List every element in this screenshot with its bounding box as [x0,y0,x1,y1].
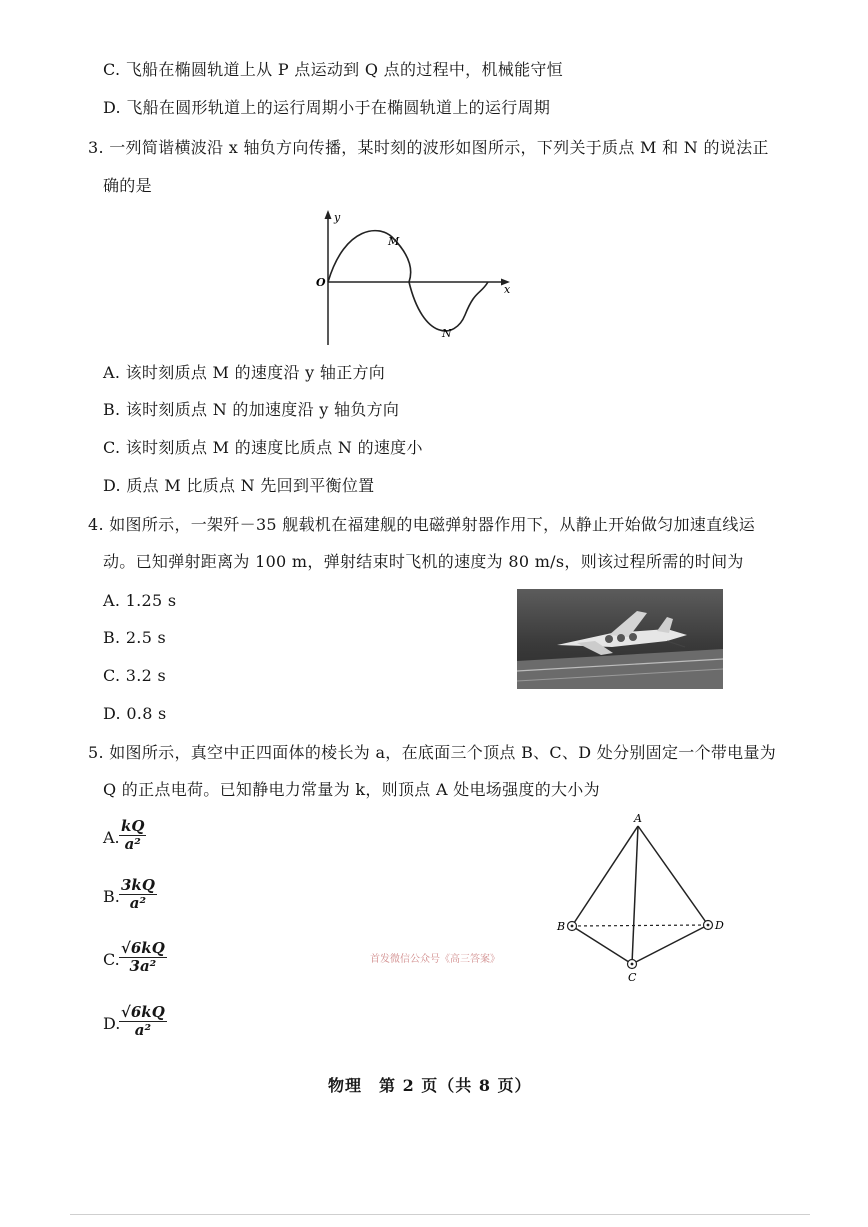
edge-ad [638,826,708,925]
q3-option-a: A. 该时刻质点 M 的速度沿 y 轴正方向 [103,363,386,382]
q5-option-d-numerator: √6kQ [121,1003,165,1021]
page-footer: 物理 第 2 页（共 8 页） [328,1076,532,1095]
wave-curve [328,231,488,331]
tetrahedron-diagram [555,812,730,987]
q4-option-a: A. 1.25 s [103,591,177,610]
q5-option-a-numerator: kQ [121,817,145,835]
vertex-d-label: D [715,919,724,932]
vertex-a-label: A [634,812,642,825]
q3-option-b: B. 该时刻质点 N 的加速度沿 y 轴负方向 [103,400,400,419]
edge-ab [572,826,638,926]
origin-label: O [316,276,326,289]
q5-option-d-denominator: a² [134,1021,152,1039]
q5-option-a-fraction [119,818,146,853]
vertex-c-label: C [628,971,637,984]
q4-option-d: D. 0.8 s [103,704,167,723]
q3-option-c: C. 该时刻质点 M 的速度比质点 N 的速度小 [103,438,423,457]
q3-stem-line1: 3. 一列简谐横波沿 x 轴负方向传播，某时刻的波形如图所示，下列关于质点 M 和 N 的说法正 [88,138,769,157]
q5-option-b-label: B. [103,887,120,906]
q3-option-d: D. 质点 M 比质点 N 先回到平衡位置 [103,476,375,495]
q5-option-a-label: A. [103,828,120,847]
charge-b [568,922,577,931]
charge-d [704,921,713,930]
q4-stem-line2: 动。已知弹射距离为 100 m，弹射结束时飞机的速度为 80 m/s，则该过程所需的时间为 [103,552,744,571]
q4-stem-line1: 4. 如图所示，一架歼－35 舰载机在福建舰的电磁弹射器作用下，从静止开始做匀加速直线运 [88,515,755,534]
edge-cd [632,925,708,964]
edge-bc [572,926,632,964]
q5-option-c-fraction [119,940,167,975]
point-n-label: N [442,327,452,340]
bottom-edge-line [70,1214,810,1215]
q5-option-b-fraction [119,877,157,912]
q5-option-d-fraction [119,1004,167,1039]
q2-option-c: C. 飞船在椭圆轨道上从 P 点运动到 Q 点的过程中，机械能守恒 [103,60,563,79]
q5-option-b-denominator: a² [129,894,147,912]
q5-stem-line2: Q 的正点电荷。已知静电力常量为 k，则顶点 A 处电场强度的大小为 [103,780,600,799]
charge-c [628,960,637,969]
q5-option-b-numerator: 3kQ [121,876,155,894]
y-axis-label: y [334,211,341,224]
q5-option-c-numerator: √6kQ [121,939,165,957]
edge-bd-hidden [572,925,708,926]
y-axis-arrow [325,210,332,219]
x-axis-label: x [504,283,511,296]
q5-option-c-label: C. [103,950,120,969]
edge-ac [632,826,638,964]
q3-stem-line2: 确的是 [103,176,152,195]
vertex-b-label: B [557,920,566,933]
q5-stem-line1: 5. 如图所示，真空中正四面体的棱长为 a，在底面三个顶点 B、C、D 处分别固定一个带电量为 [88,743,777,762]
point-m-label: M [388,235,400,248]
q4-option-b: B. 2.5 s [103,628,167,647]
q5-option-a-denominator: a² [124,835,141,853]
q2-option-d: D. 飞船在圆形轨道上的运行周期小于在椭圆轨道上的运行周期 [103,98,551,117]
wave-diagram [305,205,525,350]
q5-option-d-label: D. [103,1014,121,1033]
watermark: 首发微信公众号《高三答案》 [370,954,500,965]
q4-option-c: C. 3.2 s [103,666,166,685]
q5-option-c-denominator: 3a² [129,957,157,975]
carrier-jet-photo [517,589,723,689]
